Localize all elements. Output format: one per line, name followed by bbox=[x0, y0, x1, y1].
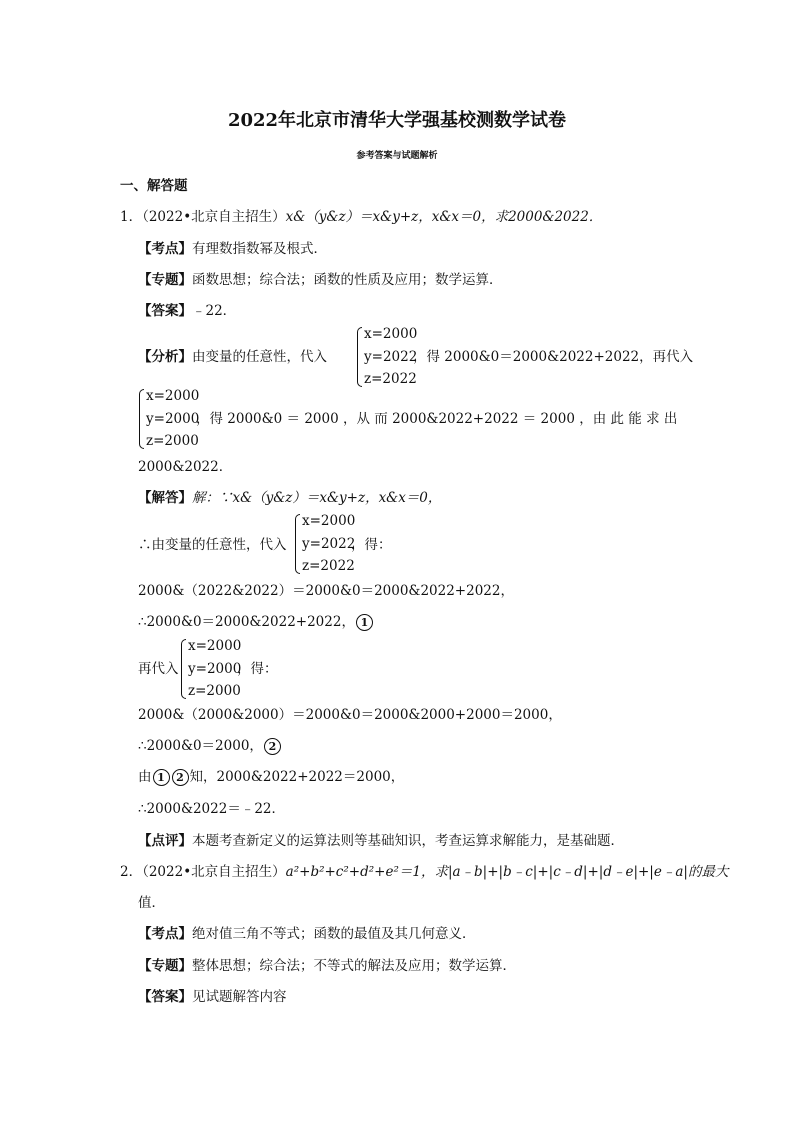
circled-number-1-ref: 1 bbox=[153, 769, 170, 786]
system4 bbox=[188, 635, 241, 703]
system3-brace bbox=[295, 514, 300, 574]
q1-answer bbox=[138, 302, 236, 320]
q1-solution-tag: 【解答】 bbox=[138, 490, 192, 506]
system2-brace bbox=[139, 389, 144, 449]
system1-eq-z: z=2022 bbox=[364, 371, 417, 387]
q2-stem-expression: a²+b²+c²+d²+e²＝1，求|a﹣b|+|b﹣c|+|c﹣d|+|d﹣e|+|e﹣a|的最大 bbox=[285, 864, 729, 880]
q1-analysis-tag: 【分析】 bbox=[138, 349, 192, 365]
system1 bbox=[364, 323, 417, 391]
system3-eq-x: x=2000 bbox=[302, 513, 356, 529]
q1-comment-text: 本题考查新定义的运算法则等基础知识，考查运算求解能力，是基础题． bbox=[192, 833, 624, 849]
q2-answer bbox=[138, 988, 287, 1006]
document-subtitle: 参考答案与试题解析 bbox=[356, 151, 438, 161]
system2-eq-z: z=2000 bbox=[146, 433, 199, 449]
system1-eq-y: y=2022 bbox=[364, 348, 418, 365]
q1-analysis-line1-post: ，得 2000&0＝2000&2022+2022，再代入 bbox=[413, 349, 694, 365]
system1-brace bbox=[357, 327, 362, 387]
q2-stem-source: 2．（2022•北京自主招生） bbox=[120, 864, 286, 880]
q1-stem bbox=[120, 208, 602, 226]
q1-zhuanti bbox=[138, 271, 503, 289]
q1-solution-line7-text: ∴2000&0＝2000， bbox=[138, 738, 263, 754]
q2-answer-text: 见试题解答内容 bbox=[192, 989, 287, 1005]
q1-zhuanti-text: 函数思想；综合法；函数的性质及应用；数学运算． bbox=[192, 272, 503, 288]
q2-zhuanti-tag: 【专题】 bbox=[138, 958, 192, 974]
system4-brace bbox=[181, 639, 186, 699]
q1-analysis-line1-pre bbox=[138, 348, 327, 366]
q1-solution-line2-post: ，得： bbox=[351, 537, 392, 553]
q1-solution-line8-post: 知，2000&2022+2022＝2000， bbox=[189, 769, 405, 785]
q2-stem bbox=[120, 863, 728, 881]
q1-solution-line4 bbox=[138, 613, 374, 631]
system2 bbox=[146, 385, 199, 453]
q2-kaodian-tag: 【考点】 bbox=[138, 926, 192, 942]
system2-eq-y: y=2000 bbox=[146, 410, 200, 427]
q2-kaodian-text: 绝对值三角不等式；函数的最值及其几何意义． bbox=[192, 926, 476, 942]
q1-solution-line8 bbox=[138, 768, 404, 786]
q1-solution-line8-pre: 由 bbox=[138, 769, 152, 785]
q1-analysis-line2: ，得 2000&0 ＝ 2000 ，从 而 2000&2022+2022 ＝ 2000 ，由 此 能 求 出 bbox=[196, 411, 678, 427]
q1-comment bbox=[138, 832, 624, 850]
q1-zhuanti-tag: 【专题】 bbox=[138, 272, 192, 288]
q1-solution-line7 bbox=[138, 737, 282, 755]
system2-eq-x: x=2000 bbox=[146, 388, 200, 404]
system4-eq-z: z=2000 bbox=[188, 683, 241, 699]
q1-solution-line1 bbox=[138, 489, 441, 507]
q2-zhuanti bbox=[138, 957, 516, 975]
q1-kaodian bbox=[138, 240, 327, 258]
q1-solution-line6: 2000&（2000&2000）＝2000&0＝2000&2000+2000＝2000， bbox=[138, 707, 562, 723]
section-heading: 一、解答题 bbox=[120, 178, 188, 194]
q2-kaodian bbox=[138, 925, 476, 943]
q1-stem-source: 1．（2022•北京自主招生） bbox=[120, 209, 286, 225]
q1-answer-text: ﹣22． bbox=[192, 303, 237, 319]
q1-kaodian-tag: 【考点】 bbox=[138, 241, 192, 257]
system4-eq-y: y=2000 bbox=[188, 660, 242, 677]
system1-eq-x: x=2000 bbox=[364, 326, 418, 342]
system3-eq-y: y=2022 bbox=[302, 535, 356, 552]
q1-solution-line4-text: ∴2000&0＝2000&2022+2022， bbox=[138, 614, 355, 630]
q2-zhuanti-text: 整体思想；综合法；不等式的解法及应用；数学运算． bbox=[192, 958, 516, 974]
system3 bbox=[302, 510, 355, 578]
circled-number-2-ref: 2 bbox=[172, 769, 189, 786]
q1-solution-line5-post: ，得： bbox=[237, 661, 278, 677]
q2-answer-tag: 【答案】 bbox=[138, 989, 192, 1005]
system3-eq-z: z=2022 bbox=[302, 558, 355, 574]
document-title: 2022年北京市清华大学强基校测数学试卷 bbox=[227, 110, 567, 131]
q1-answer-tag: 【答案】 bbox=[138, 303, 192, 319]
q1-solution-line2-pre: ∴由变量的任意性，代入 bbox=[138, 537, 287, 553]
q1-stem-expression: x&（y&z）＝x&y+z，x&x＝0，求2000&2022． bbox=[285, 209, 603, 225]
q1-analysis-line3: 2000&2022． bbox=[138, 459, 233, 475]
q1-solution-line3: 2000&（2022&2022）＝2000&0＝2000&2022+2022， bbox=[138, 583, 514, 599]
circled-number-1: 1 bbox=[356, 614, 373, 631]
q2-stem-line2: 值． bbox=[138, 895, 165, 911]
q1-analysis-text: 由变量的任意性，代入 bbox=[192, 349, 327, 365]
q1-kaodian-text: 有理数指数幂及根式． bbox=[192, 241, 327, 257]
q1-solution-line9: ∴2000&2022＝﹣22． bbox=[138, 801, 285, 817]
circled-number-2: 2 bbox=[264, 738, 281, 755]
q1-comment-tag: 【点评】 bbox=[138, 833, 192, 849]
q1-solution-text: 解：∵x&（y&z）＝x&y+z，x&x＝0， bbox=[192, 490, 442, 506]
system4-eq-x: x=2000 bbox=[188, 638, 242, 654]
q1-solution-line5-pre: 再代入 bbox=[138, 661, 179, 677]
